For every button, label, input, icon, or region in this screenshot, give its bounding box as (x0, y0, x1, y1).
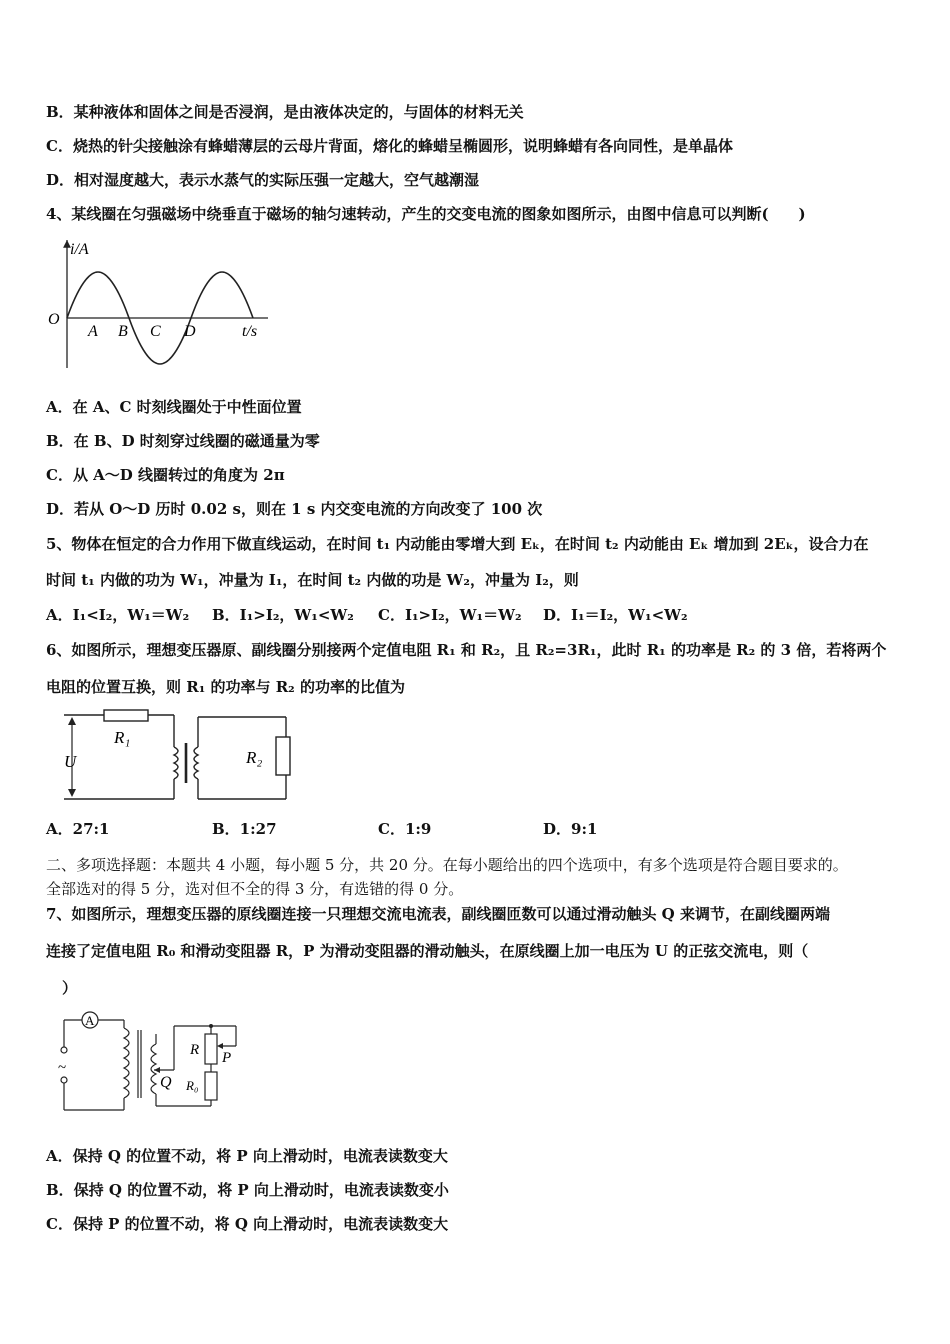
q7-r0-label: R₀ (186, 1078, 199, 1093)
q7-option-b: B．保持 Q 的位置不动，将 P 向上滑动时，电流表读数变小 (46, 1181, 449, 1199)
q7-ac-terminal-bottom (61, 1077, 67, 1083)
q4-point-b: B (118, 323, 128, 340)
q7-r-label: R (190, 1042, 200, 1058)
q4-origin-label: O (48, 311, 60, 328)
q6-option-c: C．1:9 (378, 820, 432, 838)
q7-secondary-coil (151, 1044, 156, 1094)
q7-ammeter-label: A (85, 1013, 95, 1028)
section2-line1: 二、多项选择题：本题共 4 小题，每小题 5 分，共 20 分。在每小题给出的四个选项中，有多个选项是符合题目要求的。 (46, 856, 848, 874)
q6-stem-line1: 6、如图所示，理想变压器原、副线圈分别接两个定值电阻 R₁ 和 R₂，且 R₂=3R₁，此时 R₁ 的功率是 R₂ 的 3 倍，若将两个 (46, 641, 887, 659)
q5-option-c: C．I₁>I₂，W₁＝W₂ (378, 606, 522, 624)
q4-x-label: t/s (242, 323, 258, 340)
q5-option-d: D．I₁＝I₂，W₁<W₂ (543, 606, 688, 624)
q5-stem-line1: 5、物体在恒定的合力作用下做直线运动，在时间 t₁ 内动能由零增大到 Eₖ，在时间 t₂ 内动能由 Eₖ 增加到 2Eₖ，设合力在 (46, 535, 869, 553)
q7-rheostat-r (205, 1034, 217, 1064)
q6-option-a: A．27:1 (46, 820, 110, 838)
q7-transformer-circuit (56, 1010, 256, 1115)
q7-stem-line2: 连接了定值电阻 R₀ 和滑动变阻器 R，P 为滑动变阻器的滑动触头，在原线圈上加一电压为 U 的正弦交流电，则（ (46, 942, 809, 960)
q7-stem-line3: ） (62, 979, 78, 997)
q5-option-b: B．I₁>I₂，W₁<W₂ (212, 606, 354, 624)
q6-transformer-circuit (56, 705, 296, 805)
q7-option-c: C．保持 P 的位置不动，将 Q 向上滑动时，电流表读数变大 (46, 1215, 449, 1233)
q7-option-a: A．保持 Q 的位置不动，将 P 向上滑动时，电流表读数变大 (46, 1147, 448, 1165)
q3-option-c: C．烧热的针尖接触涂有蜂蜡薄层的云母片背面，熔化的蜂蜡呈椭圆形，说明蜂蜡有各向同性，是单晶体 (46, 137, 733, 155)
q6-u-label: U (64, 752, 77, 771)
q4-current-graph (46, 236, 276, 371)
q4-option-c: C．从 A～D 线圈转过的角度为 2π (46, 466, 285, 484)
q6-option-d: D．9:1 (543, 820, 598, 838)
q7-q-label: Q (160, 1074, 172, 1091)
q6-secondary-coil (194, 747, 198, 779)
q7-ac-terminal-top (61, 1047, 67, 1053)
q6-stem-line2: 电阻的位置互换，则 R₁ 的功率与 R₂ 的功率的比值为 (46, 678, 405, 696)
q4-option-b: B．在 B、D 时刻穿过线圈的磁通量为零 (46, 432, 320, 450)
q6-r1-resistor (104, 710, 148, 721)
q7-resistor-r0 (205, 1072, 217, 1100)
q4-point-d: D (184, 323, 196, 340)
q6-r2-resistor (276, 737, 290, 775)
q7-primary-coil (124, 1028, 129, 1098)
q4-option-a: A．在 A、C 时刻线圈处于中性面位置 (46, 398, 302, 416)
q6-option-b: B．1:27 (212, 820, 277, 838)
q3-option-b: B．某种液体和固体之间是否浸润，是由液体决定的，与固体的材料无关 (46, 103, 524, 121)
q4-option-d: D．若从 O～D 历时 0.02 s，则在 1 s 内交变电流的方向改变了 100 次 (46, 500, 543, 518)
q4-point-c: C (150, 323, 161, 340)
q4-point-a: A (88, 323, 98, 340)
q7-p-label: P (222, 1050, 232, 1066)
q7-stem-line1: 7、如图所示，理想变压器的原线圈连接一只理想交流电流表，副线圈匝数可以通过滑动触头 Q 来调节，在副线圈两端 (46, 905, 830, 923)
q6-r1-label: R₁ (114, 728, 131, 747)
q7-ac-symbol: ~ (58, 1060, 67, 1076)
q5-stem-line2: 时间 t₁ 内做的功为 W₁，冲量为 I₁，在时间 t₂ 内做的功是 W₂，冲量为 I₂，则 (46, 571, 579, 589)
q4-y-label: i/A (70, 241, 89, 258)
q6-r2-label: R₂ (246, 748, 263, 767)
q6-primary-coil (174, 747, 178, 779)
section2-line2: 全部选对的得 5 分，选对但不全的得 3 分，有选错的得 0 分。 (46, 880, 464, 898)
q3-option-d: D．相对湿度越大，表示水蒸气的实际压强一定越大，空气越潮湿 (46, 171, 480, 189)
q4-stem: 4、某线圈在匀强磁场中绕垂直于磁场的轴匀速转动，产生的交变电流的图象如图所示，由图中信息可以判断( ) (46, 205, 806, 223)
q5-option-a: A．I₁<I₂，W₁＝W₂ (46, 606, 190, 624)
